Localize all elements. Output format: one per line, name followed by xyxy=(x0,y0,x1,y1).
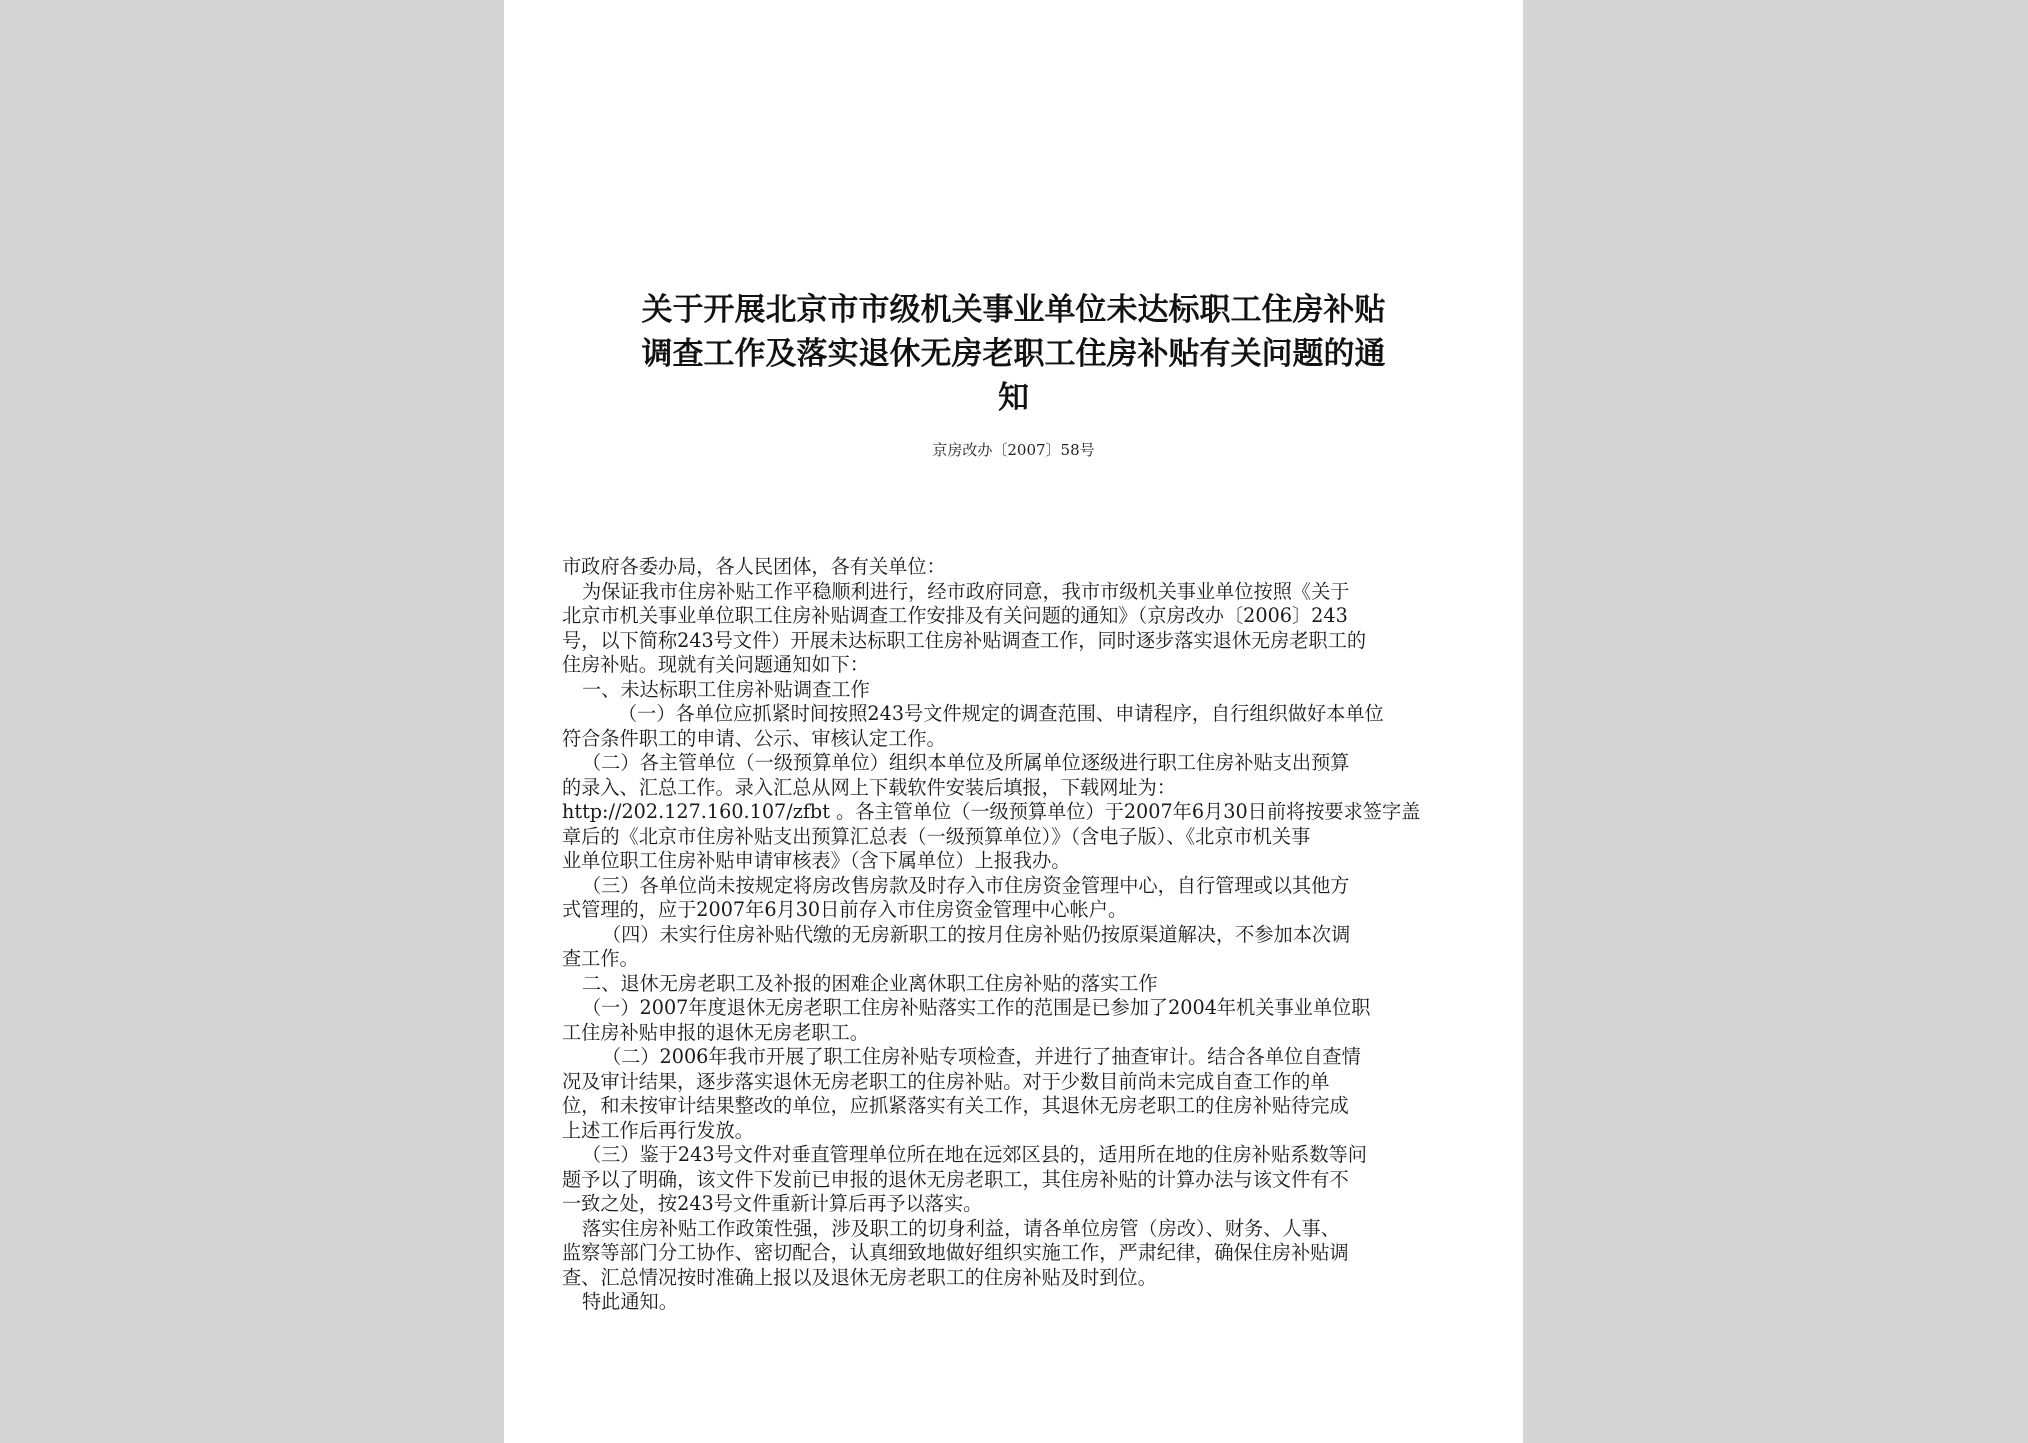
body-line: 为保证我市住房补贴工作平稳顺利进行，经市政府同意，我市市级机关事业单位按照《关于 xyxy=(582,579,1350,603)
body-line: （三）鉴于243号文件对垂直管理单位所在地在远郊区县的，适用所在地的住房补贴系数等问 xyxy=(582,1143,1367,1166)
download-url-line: http://202.127.160.107/zfbt 。各主管单位（一级预算单位）于2007年6月30日前将按要求签字盖 xyxy=(562,800,1421,823)
body-line: 题予以了明确，该文件下发前已申报的退休无房老职工，其住房补贴的计算办法与该文件有不 xyxy=(562,1167,1349,1191)
body-line: （二）各主管单位（一级预算单位）组织本单位及所属单位逐级进行职工住房补贴支出预算 xyxy=(582,751,1350,774)
title-line: 知 xyxy=(998,380,1029,416)
title-line: 调查工作及落实退休无房老职工住房补贴有关问题的通 xyxy=(641,336,1386,372)
body-line: 的录入、汇总工作。录入汇总从网上下载软件安装后填报，下载网址为： xyxy=(562,775,1176,799)
body-line: 符合条件职工的申请、公示、审核认定工作。 xyxy=(562,726,946,750)
body-line: （一）各单位应抓紧时间按照243号文件规定的调查范围、申请程序，自行组织做好本单位 xyxy=(618,702,1384,725)
body-line: 业单位职工住房补贴申请审核表》（含下属单位）上报我办。 xyxy=(562,849,1071,872)
body-line: 号，以下简称243号文件）开展未达标职工住房补贴调查工作，同时逐步落实退休无房老职工的 xyxy=(562,628,1367,652)
body-line: 式管理的，应于2007年6月30日前存入市住房资金管理中心帐户。 xyxy=(562,898,1128,921)
salutation: 市政府各委办局，各人民团体，各有关单位： xyxy=(562,555,946,578)
document-page xyxy=(504,0,1523,1443)
closing-line: 特此通知。 xyxy=(582,1290,678,1313)
body-line: （四）未实行住房补贴代缴的无房新职工的按月住房补贴仍按原渠道解决，不参加本次调 xyxy=(602,922,1351,946)
document-body xyxy=(562,555,1472,1315)
body-line: 况及审计结果，逐步落实退休无房老职工的住房补贴。对于少数目前尚未完成自查工作的单 xyxy=(562,1069,1330,1093)
body-line: 位，和未按审计结果整改的单位，应抓紧落实有关工作，其退休无房老职工的住房补贴待完成 xyxy=(562,1094,1349,1117)
document-title xyxy=(544,288,1483,420)
body-line: （二）2006年我市开展了职工住房补贴专项检查，并进行了抽查审计。结合各单位自查情 xyxy=(602,1045,1361,1068)
body-line: 住房补贴。现就有关问题通知如下： xyxy=(562,653,869,676)
body-line: 北京市机关事业单位职工住房补贴调查工作安排及有关问题的通知》（京房改办〔2006〕243 xyxy=(562,604,1348,627)
body-line: 监察等部门分工协作、密切配合，认真细致地做好组织实施工作，严肃纪律，确保住房补贴调 xyxy=(562,1241,1349,1264)
section-heading: 一、未达标职工住房补贴调查工作 xyxy=(582,677,870,701)
body-line: 上述工作后再行发放。 xyxy=(562,1118,754,1142)
body-line: 一致之处，按243号文件重新计算后再予以落实。 xyxy=(562,1192,983,1215)
body-line: 查工作。 xyxy=(562,947,639,970)
body-line: 章后的《北京市住房补贴支出预算汇总表（一级预算单位）》（含电子版）、《北京市机关事 xyxy=(562,824,1311,848)
body-line: （一）2007年度退休无房老职工住房补贴落实工作的范围是已参加了2004年机关事业单位职 xyxy=(582,996,1371,1019)
title-line: 关于开展北京市市级机关事业单位未达标职工住房补贴 xyxy=(641,292,1386,328)
body-line: （三）各单位尚未按规定将房改售房款及时存入市住房资金管理中心，自行管理或以其他方 xyxy=(582,873,1350,897)
section-heading: 二、退休无房老职工及补报的困难企业离休职工住房补贴的落实工作 xyxy=(582,971,1158,995)
document-number: 京房改办〔2007〕58号 xyxy=(932,441,1095,459)
body-line: 查、汇总情况按时准确上报以及退休无房老职工的住房补贴及时到位。 xyxy=(562,1265,1157,1289)
body-line: 工住房补贴申报的退休无房老职工。 xyxy=(562,1020,869,1044)
body-line: 落实住房补贴工作政策性强，涉及职工的切身利益，请各单位房管（房改）、财务、人事、 xyxy=(582,1216,1340,1240)
